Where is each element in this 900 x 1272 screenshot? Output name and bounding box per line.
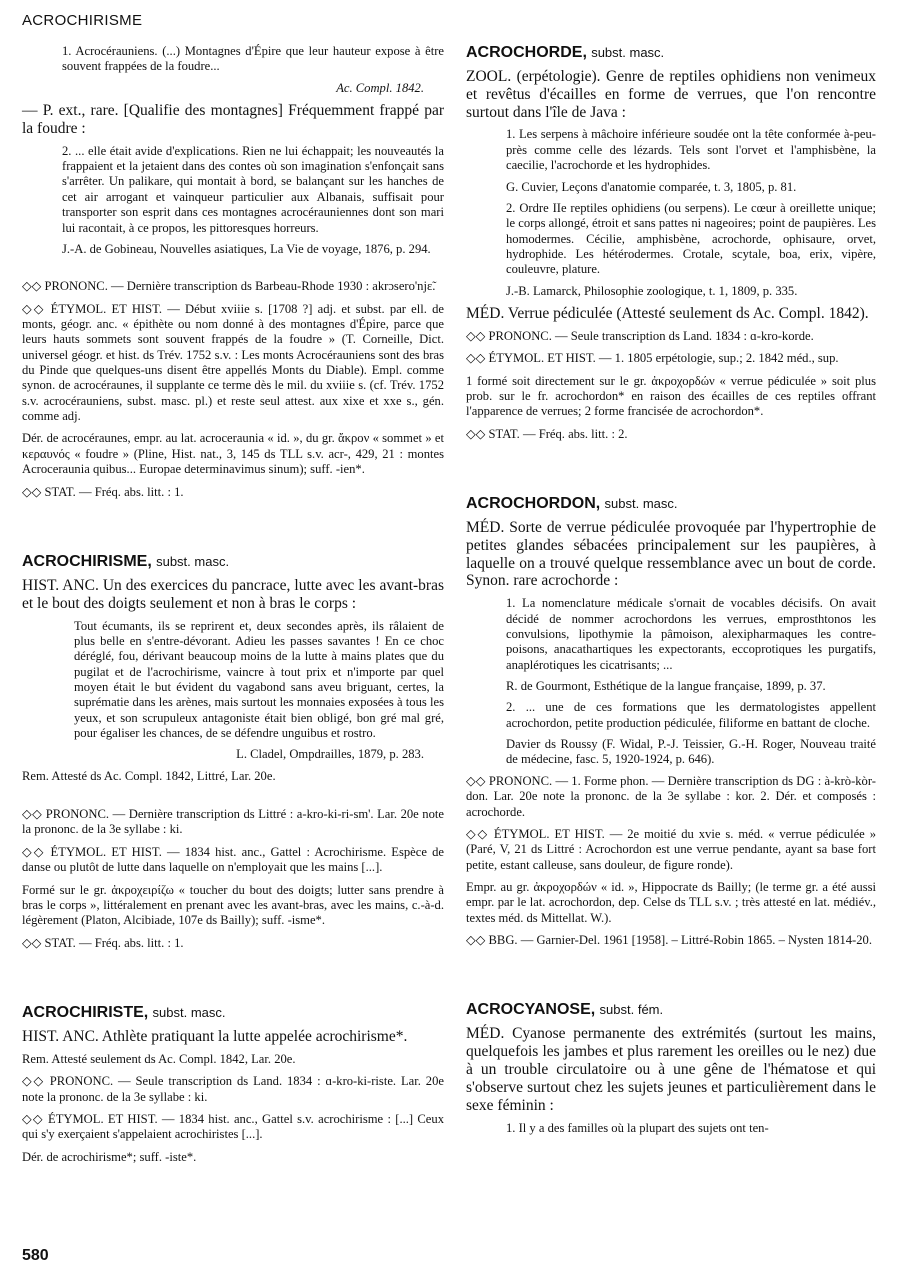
stat-note: ◇◇ STAT. — Fréq. abs. litt. : 1. (22, 935, 184, 950)
quote-acrocyanose-1: 1. Il y a des familles où la plupart des sujets ont ten- (506, 1120, 769, 1135)
bibliography-note: ◇◇ BBG. — Garnier-Del. 1961 [1958]. – Littré-Robin 1865. – Nysten 1814-20. (466, 933, 872, 948)
definition: MÉD. Cyanose permanente des extrémités (surtout les mains, quelquefois les jambes et plus rarement les oreilles ou le nez) due à un trouble circulatoire ou à une gêne de l'hématose et qui s'observe surtout chez les sujets jeunes et particulièrement dans le sexe féminin : (466, 1025, 876, 1114)
etymol-derivation: Formé sur le gr. ἀκροχειρίζω « toucher du bout des doigts; lutter sans prendre à bras le corps », littéralement en prenant avec les avant-bras, avec les mains, c.-à-d. légèrement (Platon, Alcibiade, 107e ds Bailly); suff. -isme*. (22, 882, 444, 928)
running-head: ACROCHIRISME (22, 12, 143, 29)
remark: Rem. Attesté seulement ds Ac. Compl. 1842, Lar. 20e. (22, 1051, 296, 1066)
prononc-note: ◇◇ PRONONC. — 1. Forme phon. — Dernière transcription ds DG : à-krò-kòr-don. Lar. 20e note la prononc. de la 3e syllabe : kor. 2. Dér. et composés : acrochorde. (466, 773, 876, 819)
quote-source: J.-B. Lamarck, Philosophie zoologique, t. 1, 1809, p. 335. (506, 283, 798, 298)
part-of-speech: subst. masc. (152, 1004, 226, 1020)
right-column (466, 44, 876, 1142)
quote-acrocerauniens-1: 1. Acrocérauniens. (...) Montagnes d'Épire que leur hauteur expose à être souvent frappées de la foudre... (62, 44, 444, 74)
etymol-derivation: 1 formé soit directement sur le gr. ἀκροχορδών « verrue pédiculée » soit plus prob. sur le fr. acrochordon* en raison des écailles de ces reptiles offrant l'apparence de verrues; 2 forme francisée de acrochordon*. (466, 373, 876, 419)
quote-source: J.-A. de Gobineau, Nouvelles asiatiques, La Vie de voyage, 1876, p. 294. (62, 241, 431, 256)
quote-gobineau: 2. ... elle était avide d'explications. Rien ne lui échappait; les nouveautés la frappaient et la jetaient dans des contes où son imagination s'enfonçait sans s'arrêter. Un palikare, qui montait à bord, se balançant sur les hanches de cet air arrogant et vainqueur particulier aux Albanais, suffisait pour transporter son esprit dans ces montagnes acrocérauniennes dont son mari lui racontait, à ce propos, les pittoresques horreurs. (62, 143, 444, 235)
quote-cuvier: 1. Les serpens à mâchoire inférieure soudée ont la tête conformée à-peu-près comme celle des lézards. Tels sont l'orvet et l'amphisbène, la caecilie, l'acrochorde et les hydrophides. (506, 127, 876, 173)
entry-heading-acrochirisme (22, 553, 444, 571)
etymol-derivation: Empr. au gr. ἀκροχορδών « id. », Hippocrate ds Bailly; (le terme gr. a été aussi empr. par le lat. acrochordon, dep. Celse ds TLL s.v. ; très attesté en lat. médiév., textes méd. ds Mittellat. W.). (466, 880, 876, 925)
entry-heading-acrocyanose (466, 1001, 876, 1019)
quote-source: R. de Gourmont, Esthétique de la langue française, 1899, p. 37. (506, 679, 826, 694)
prononc-note: ◇◇ PRONONC. — Seule transcription ds Land. 1834 : ɑ-kro-ki-riste. Lar. 20e note la prononc. de la 3e syllabe : ki. (22, 1074, 444, 1104)
stat-note: ◇◇ STAT. — Fréq. abs. litt. : 1. (22, 484, 184, 499)
quote-source: L. Cladel, Ompdrailles, 1879, p. 283. (236, 747, 424, 762)
quote-cladel: Tout écumants, ils se reprirent et, deux secondes après, ils râlaient de plus belle en s'entre-dévorant. Adieu les passes savantes ! En ce choc déréglé, fou, dérivant beaucoup moins de la lutte à mains plates que du pugilat et de l'acrochirisme, vaincre à tout prix et n'importe par quel moyen était le but évident du vagabond sans aveu briguant, certes, la suprématie dans les arènes, mais surtout les monnaies exposées à tous les yeux, et son scrupuleux antagoniste était bien obligé, bon gré mal gré, pour égaliser les chances, de se défendre unguibus et rostro. (74, 618, 444, 741)
etymol-note: ◇◇ ÉTYMOL. ET HIST. — 2e moitié du xvie s. méd. « verrue pédiculée » (Paré, V, 21 ds Littré : Acrochordon est une verrue pendante, ayant sa base fort petite, estant calleuse, sans douleur, de figure ronde). (466, 826, 876, 872)
definition: MÉD. Sorte de verrue pédiculée provoquée par l'hypertrophie de petites glandes sébacées principalement sur les paupières, à laquelle on a trouvé quelque ressemblance avec un bout de corde. Synon. rare acrochorde : (466, 519, 876, 590)
etymol-note: ◇◇ ÉTYMOL. ET HIST. — 1834 hist. anc., Gattel : Acrochirisme. Espèce de danse ou plutôt de lutte dans laquelle on n'employait que les mains [...]. (22, 844, 444, 875)
prononc-note: ◇◇ PRONONC. — Seule transcription ds Land. 1834 : ɑ-kro-korde. (466, 328, 814, 343)
headword: ACROCHORDON, (466, 495, 601, 512)
etymol-note: ◇◇ ÉTYMOL. ET HIST. — Début xviiie s. [1708 ?] adj. et subst. par ell. de monts, géogr. anc. « épithète ou nom donné à des montagnes d'Épire, parce que leurs hauts sommets sont souvent frappés de la foudre » (T. Corneille, Dict. universel géogr. et hist. ds Trév. 1752 s.v. : Les monts Acrocérauniens sont des bras du Pinde que quelques-uns disent être appellés Monts du Diable). Empl. comme synon. de acrocéraunes, il supplante ce terme dès le mil. du xviiie s. (cf. Trév. 1752 s.v. acrocérauniens, subst. masc. pl.) et reste seul attest. aux xixe et xxe s., gén. comme adj. (22, 301, 444, 424)
page-number: 580 (22, 1247, 49, 1264)
part-of-speech: subst. masc. (156, 553, 230, 569)
headword: ACROCYANOSE, (466, 1001, 596, 1019)
definition-med: MÉD. Verrue pédiculée (Attesté seulement ds Ac. Compl. 1842). (466, 305, 869, 323)
definition: HIST. ANC. Un des exercices du pancrace, lutte avec les avant-bras et le bout des doigts seulement et non à bras le corps : (22, 576, 444, 612)
prononc-note: ◇◇ PRONONC. — Dernière transcription ds Barbeau-Rhode 1930 : akrɔsero'njɛ̃. (22, 279, 436, 294)
part-of-speech: subst. fém. (599, 1002, 664, 1018)
quote-source: Ac. Compl. 1842. (336, 80, 424, 95)
definition: HIST. ANC. Athlète pratiquant la lutte appelée acrochirisme*. (22, 1027, 408, 1045)
remark: Rem. Attesté ds Ac. Compl. 1842, Littré, Lar. 20e. (22, 768, 276, 783)
entry-heading-acrochorde (466, 44, 876, 62)
left-column (22, 44, 444, 1172)
entry-heading-acrochordon (466, 495, 876, 513)
etymol-derivation: Dér. de acrochirisme*; suff. -iste*. (22, 1149, 197, 1164)
headword: ACROCHIRISTE, (22, 1003, 149, 1021)
etymol-derivation: Dér. de acrocéraunes, empr. au lat. acroceraunia « id. », du gr. ἄκρον « sommet » et κεραυνός « foudre » (Pline, Hist. nat., 3, 145 ds TLL s.v. acr-, 429, 21 : montes Acroceraunia quibus... Europae determinavimus sinum); suff. -ien*. (22, 431, 444, 477)
headword: ACROCHIRISME, (22, 552, 152, 570)
quote-lamarck: 2. Ordre IIe reptiles ophidiens (ou serpens). Le cœur à oreillette unique; le corps allongé, étroit et sans pattes ni nageoires; point de paupières. Les homodermes. Cécilie, amphisbène, acrochorde, ophisaure, orvet, hydrophide. Les hétérodermes. Crotale, scytale, boa, erix, vipère, couleuvre, plature. (506, 200, 877, 277)
entry-heading-acrochiriste (22, 1004, 444, 1022)
quote-gourmont: 1. La nomenclature médicale s'ornait de vocables décisifs. On avait décidé de nommer acrochordons les verrues, emprosthtonos les convulsions, lipothymie la pâmoison, alexipharmaques les contre-poisons, anacathartiques les expectorants, eccoprotiques les purgatifs, anaplérotiques les cicatrisants; ... (506, 596, 876, 672)
part-of-speech: subst. masc. (604, 496, 678, 511)
etymol-note: ◇◇ ÉTYMOL. ET HIST. — 1834 hist. anc., Gattel s.v. acrochirisme : [...] Ceux qui s'y exerçaient s'appelaient acrochiristes [...]. (22, 1111, 444, 1142)
prononc-note: ◇◇ PRONONC. — Dernière transcription ds Littré : a-kro-ki-ri-sm'. Lar. 20e note la prononc. de la 3e syllabe : ki. (22, 807, 444, 837)
etymol-note: ◇◇ ÉTYMOL. ET HIST. — 1. 1805 erpétologie, sup.; 2. 1842 méd., sup. (466, 351, 839, 366)
definition: ZOOL. (erpétologie). Genre de reptiles ophidiens non venimeux et revêtus d'écailles en forme de verrues, que l'on rencontre surtout dans l'île de Java : (466, 68, 876, 121)
stat-note: ◇◇ STAT. — Fréq. abs. litt. : 2. (466, 426, 628, 441)
quote-source: G. Cuvier, Leçons d'anatomie comparée, t. 3, 1805, p. 81. (506, 179, 797, 194)
sense-ext: — P. ext., rare. [Qualifie des montagnes] Fréquemment frappé par la foudre : (22, 102, 444, 137)
quote-source: Davier ds Roussy (F. Widal, P.-J. Teissier, G.-H. Roger, Nouveau traité de médecine, fasc. 5, 1920-1924, p. 646). (506, 737, 876, 767)
headword: ACROCHORDE, (466, 44, 587, 61)
part-of-speech: subst. masc. (591, 45, 665, 60)
quote-davier: 2. ... une de ces formations que les dermatologistes appellent acrochordon, petite production pédiculée, filiforme en battant de cloche. (506, 700, 876, 730)
